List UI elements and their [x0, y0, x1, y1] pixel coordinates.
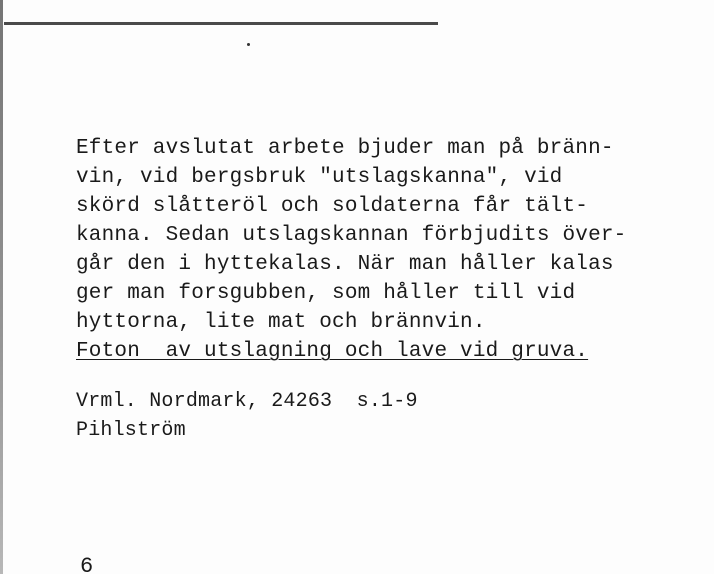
reference-line: Vrml. Nordmark, 24263 s.1-9: [76, 390, 418, 413]
informant-name: Pihlström: [76, 419, 186, 442]
top-rule: [4, 22, 438, 25]
card-body-text: [76, 134, 676, 366]
ink-speck: [247, 43, 250, 46]
photo-note: Foton av utslagning och lave vid gruva.: [76, 340, 589, 363]
card-metadata: [76, 387, 418, 445]
body-line: hyttorna, lite mat och brännvin.: [76, 311, 486, 334]
body-line: går den i hyttekalas. När man håller kalas: [76, 253, 614, 276]
page-number: 6: [80, 554, 94, 579]
body-line: vin, vid bergsbruk "utslagskanna", vid: [76, 166, 563, 189]
card-left-edge: [0, 0, 3, 574]
body-line: kanna. Sedan utslagskannan förbjudits över-: [76, 224, 627, 247]
body-line: skörd slåtteröl och soldaterna får tält-: [76, 195, 589, 218]
body-line: ger man forsgubben, som håller till vid: [76, 282, 576, 305]
body-line: Efter avslutat arbete bjuder man på bränn-: [76, 137, 614, 160]
